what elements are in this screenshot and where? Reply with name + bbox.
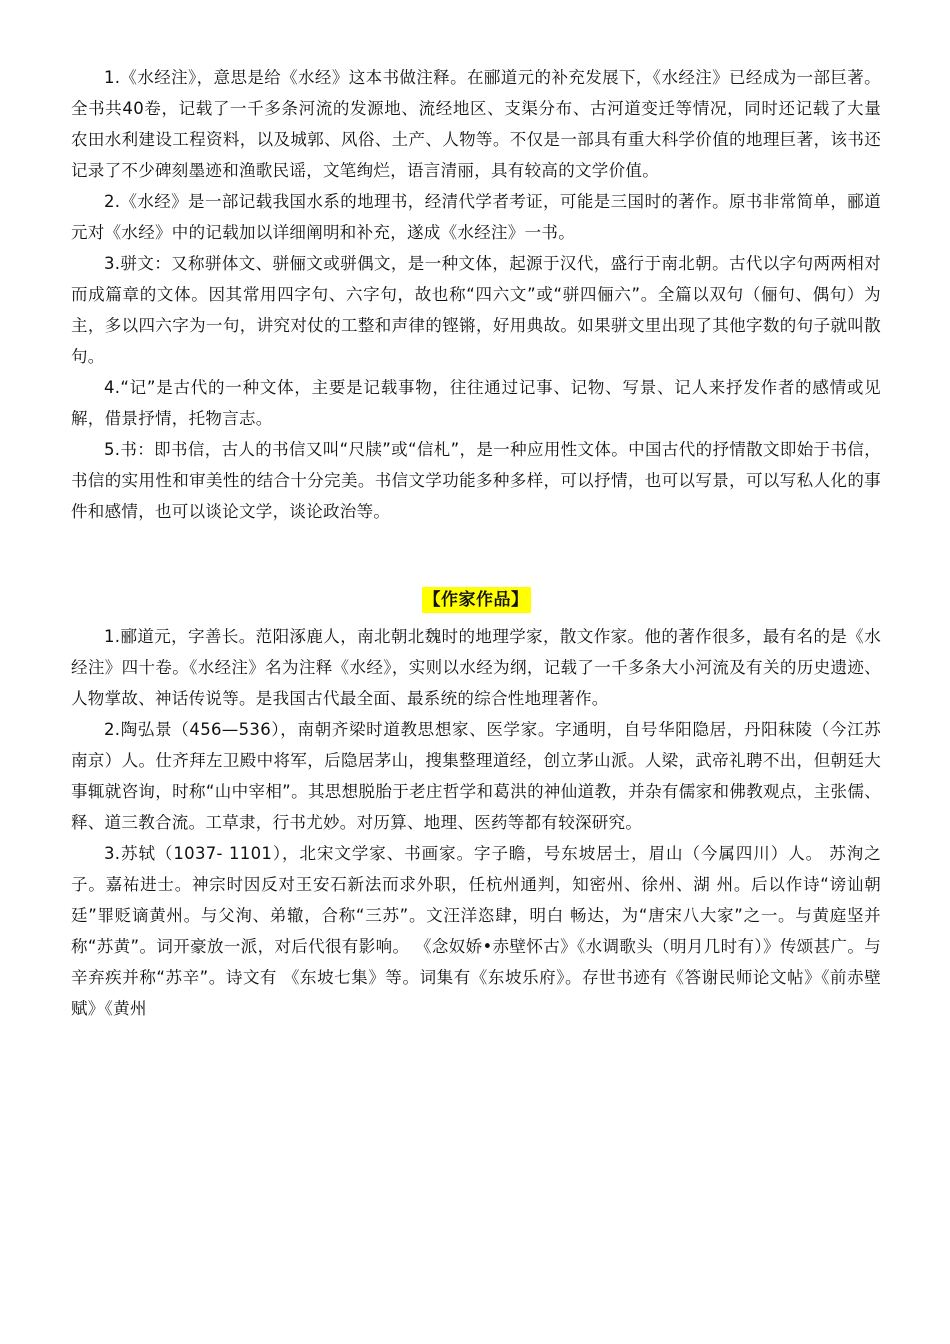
author-works-section [71, 621, 881, 1024]
note-paragraph-4: 4.“记”是古代的一种文体，主要是记载事物，往往通过记事、记物、写景、记人来抒发作者的感情或见解，借景抒情，托物言志。 [71, 378, 881, 428]
note-paragraph-2: 2.《水经》是一部记载我国水系的地理书，经清代学者考证，可能是三国时的著作。原书非常简单，郦道元对《水经》中的记载加以详细阐明和补充，遂成《水经注》一书。 [71, 192, 881, 242]
author-paragraph-1: 1.郦道元，字善长。范阳涿鹿人，南北朝北魏时的地理学家，散文作家。他的著作很多，最有名的是《水经注》四十卷。《水经注》名为注释《水经》，实则以水经为纲，记载了一千多条大小河流及有关的历史遗迹、人物掌故、神话传说等。是我国古代最全面、最系统的综合性地理著作。 [71, 627, 881, 708]
notes-section [71, 62, 881, 527]
section-spacer [71, 527, 881, 587]
author-paragraph-3: 3.苏轼（1037- 1101），北宋文学家、书画家。字子瞻，号东坡居士，眉山（今属四川）人。 苏洵之子。嘉祐进士。神宗时因反对王安石新法而求外职，任杭州通判，知密州、徐州、湖 州。后以作诗“谤讪朝廷”罪贬谪黄州。与父洵、弟辙，合称“三苏”。文汪洋恣肆，明白 畅达，为“唐宋八大家”之一。与黄庭坚并称“苏黄”。词开豪放一派，对后代很有影响。 《念奴娇•赤壁怀古》《水调歌头（明月几时有）》传颂甚广。与辛弃疾并称“苏辛”。诗文有 《东坡七集》等。词集有《东坡乐府》。存世书迹有《答谢民师论文帖》《前赤壁赋》《黄州 [71, 844, 881, 1018]
note-paragraph-5: 5.书：即书信，古人的书信又叫“尺牍”或“信札”，是一种应用性文体。中国古代的抒情散文即始于书信，书信的实用性和审美性的结合十分完美。书信文学功能多种多样，可以抒情，也可以写景，可以写私人化的事件和感情，也可以谈论文学，谈论政治等。 [71, 440, 881, 521]
section-heading: 【作家作品】 [422, 587, 531, 613]
note-paragraph-1: 1.《水经注》，意思是给《水经》这本书做注释。在郦道元的补充发展下，《水经注》已经成为一部巨著。全书共40卷，记载了一千多条河流的发源地、流经地区、支渠分布、古河道变迁等情况，同时还记载了大量农田水利建设工程资料，以及城郭、风俗、土产、人物等。不仅是一部具有重大科学价值的地理巨著，该书还记录了不少碑刻墨迹和渔歌民谣，文笔绚烂，语言清丽，具有较高的文学价值。 [71, 68, 881, 180]
author-paragraph-2: 2.陶弘景（456—536），南朝齐梁时道教思想家、医学家。字通明，自号华阳隐居，丹阳秣陵（今江苏南京）人。仕齐拜左卫殿中将军，后隐居茅山，搜集整理道经，创立茅山派。人梁，武帝礼聘不出，但朝廷大事辄就咨询，时称“山中宰相”。其思想脱胎于老庄哲学和葛洪的神仙道教，并杂有儒家和佛教观点，主张儒、释、道三教合流。工草隶，行书尤妙。对历算、地理、医药等都有较深研究。 [71, 720, 881, 832]
note-paragraph-3: 3.骈文：又称骈体文、骈俪文或骈偶文，是一种文体，起源于汉代，盛行于南北朝。古代以字句两两相对而成篇章的文体。因其常用四字句、六字句，故也称“四六文”或“骈四俪六”。全篇以双句（俪句、偶句）为主，多以四六字为一句，讲究对仗的工整和声律的铿锵，好用典故。如果骈文里出现了其他字数的句子就叫散句。 [71, 254, 881, 366]
section-heading-wrap [71, 587, 881, 617]
document-page [71, 62, 881, 1024]
